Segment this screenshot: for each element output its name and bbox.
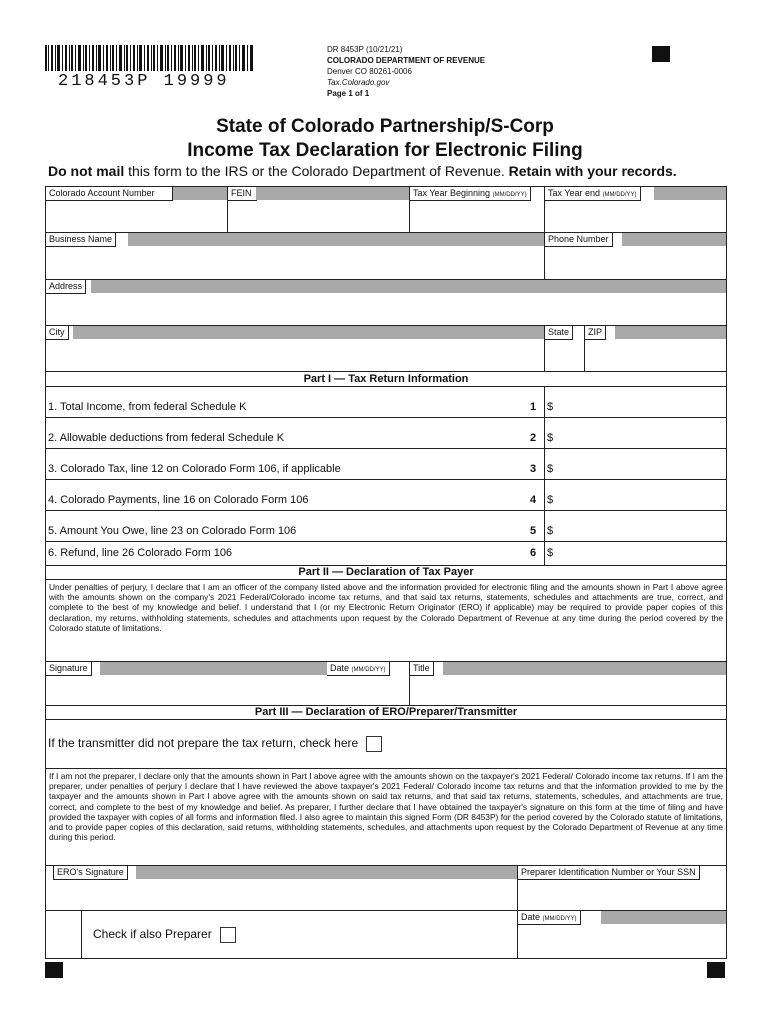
account-number-input[interactable]	[46, 201, 227, 232]
part1-line-4	[46, 480, 726, 511]
line-number: 3	[530, 463, 537, 475]
signature-row	[46, 662, 726, 706]
form-header	[327, 44, 485, 99]
line-label: 4. Colorado Payments, line 16 on Colorado Form 106	[48, 494, 309, 506]
signature-input[interactable]	[46, 676, 326, 705]
preparer-id-input[interactable]	[518, 880, 726, 910]
fein-label: FEIN	[228, 187, 257, 201]
line-amount-input[interactable]	[558, 451, 724, 477]
registration-mark-top-right	[652, 46, 670, 62]
line-label: 2. Allowable deductions from federal Schedule K	[48, 432, 285, 444]
also-preparer-text: Check if also Preparer	[93, 927, 236, 943]
dollar-sign: $	[547, 525, 554, 537]
part2-heading-row	[46, 566, 726, 580]
preparer-date-input[interactable]	[518, 925, 726, 957]
address-row	[46, 280, 726, 326]
ero-signature-row	[46, 866, 726, 911]
transmitter-row	[46, 720, 726, 769]
tax-year-begin-label: Tax Year Beginning (MM/DD/YY)	[410, 187, 531, 201]
part3-declaration-text: If I am not the preparer, I declare only that the amounts shown in Part I above agree with the amounts shown on the taxpayer's 2021 Federal/ Colorado income tax returns. If I am the preparer, under penalties of perjury I declare that I have reviewed the above taxpayer's 2021 Federal/ Colorado income tax returns and that the information provided to me by the taxpayer and the amounts shown in Part I above agree with the amounts shown on said tax returns, and that said tax returns, statements, schedules, and attachments are true, correct, and complete to the best of my knowledge and belief. As preparer, I further declare that I have obtained the taxpayer's signature on this form at the time of filing and have provided the taxpayer with copies of all forms and information filed. I also agree to maintain this signed Form (DR 8453P) for the period covered by the Colorado statute of limitations, and to provide paper copies of this declaration, said returns, withholding statements, schedules, and attachments upon request by the Colorado Department of Revenue at any time during this period.	[49, 771, 723, 843]
dollar-sign: $	[547, 463, 554, 475]
form-title-line1: State of Colorado Partnership/S-Corp	[216, 116, 554, 137]
part1-line-6	[46, 542, 726, 566]
part3-declaration-row	[46, 769, 726, 866]
part3-heading-row	[46, 706, 726, 720]
line-amount-input[interactable]	[558, 544, 724, 563]
barcode-image	[45, 45, 253, 71]
part2-heading: Part II — Declaration of Tax Payer	[298, 566, 474, 578]
preparer-date-label: Date (MM/DD/YY)	[518, 911, 581, 925]
page-number: Page 1 of 1	[327, 89, 370, 98]
title-label: Title	[410, 662, 434, 676]
business-name-label: Business Name	[46, 233, 116, 247]
tax-year-begin-input[interactable]	[410, 201, 544, 232]
part1-heading-row	[46, 372, 726, 387]
title-input[interactable]	[410, 676, 726, 705]
department-name: COLORADO DEPARTMENT OF REVENUE	[327, 56, 486, 65]
part2-declaration-text: Under penalties of perjury, I declare that I am an officer of the company listed above and the information provided for electronic filing and the amounts shown in Part I above agree with the amounts shown on the company's 2021 Federal/Colorado income tax returns, and that said tax returns, statements, schedules and attachments are true, correct, and complete to the best of my knowledge and belief. I understand that I (or my Electronic Return Originator (ERO) if applicable) may be required to provide paper copies of this declaration, my returns, withholding statements, schedules and attachments upon request by the Colorado Department of Revenue at any time during the period covered by the Colorado statute of limitations.	[49, 582, 723, 633]
phone-number-label: Phone Number	[545, 233, 613, 247]
barcode-number: 218453P 19999	[58, 72, 230, 91]
phone-number-input[interactable]	[545, 247, 726, 279]
registration-mark-bottom-left	[45, 962, 63, 978]
part1-line-5	[46, 511, 726, 542]
city-label: City	[46, 326, 69, 340]
part3-heading: Part III — Declaration of ERO/Preparer/Transmitter	[254, 706, 518, 718]
department-address: Denver CO 80261-0006	[327, 67, 412, 76]
account-number-label: Colorado Account Number	[46, 187, 173, 201]
dollar-sign: $	[547, 432, 554, 444]
ero-signature-label: ERO's Signature	[53, 866, 128, 880]
preparer-id-label: Preparer Identification Number or Your SSN	[518, 866, 700, 880]
department-website: Tax.Colorado.gov	[327, 78, 390, 87]
signature-label: Signature	[46, 662, 92, 676]
line-number: 5	[530, 525, 537, 537]
address-input[interactable]	[46, 294, 726, 325]
dollar-sign: $	[547, 547, 554, 559]
city-input[interactable]	[46, 340, 543, 371]
dollar-sign: $	[547, 494, 554, 506]
dollar-sign: $	[547, 401, 554, 413]
line-number: 4	[530, 494, 537, 506]
business-name-input[interactable]	[46, 247, 543, 279]
part1-line-2	[46, 418, 726, 449]
line-number: 2	[530, 432, 537, 444]
also-preparer-checkbox[interactable]	[220, 927, 236, 943]
line-label: 5. Amount You Owe, line 23 on Colorado Form 106	[48, 525, 297, 537]
part1-lines	[46, 387, 726, 566]
zip-input[interactable]	[585, 340, 726, 371]
address-label: Address	[46, 280, 86, 294]
business-row	[46, 233, 726, 280]
line-amount-input[interactable]	[558, 513, 724, 539]
fein-input[interactable]	[228, 201, 409, 232]
state-input[interactable]	[545, 340, 583, 371]
state-label: State	[545, 326, 573, 340]
notice-middle-text: this form to the IRS or the Colorado Department of Revenue.	[124, 163, 509, 179]
tax-year-end-input[interactable]	[545, 201, 726, 232]
line-label: 6. Refund, line 26 Colorado Form 106	[48, 547, 233, 559]
mailing-notice	[48, 163, 677, 179]
declaration-form	[45, 186, 727, 959]
form-title-line2: Income Tax Declaration for Electronic Filing	[187, 140, 583, 161]
transmitter-check-text: If the transmitter did not prepare the tax return, check here	[48, 736, 382, 752]
line-label: 3. Colorado Tax, line 12 on Colorado Form 106, if applicable	[48, 463, 341, 475]
date-label: Date (MM/DD/YY)	[327, 662, 390, 676]
ero-signature-input[interactable]	[46, 880, 516, 910]
line-amount-input[interactable]	[558, 389, 724, 415]
part1-line-1	[46, 387, 726, 418]
account-row	[46, 187, 726, 233]
signature-date-input[interactable]	[328, 676, 408, 705]
form-id: DR 8453P (10/21/21)	[327, 45, 403, 54]
line-amount-input[interactable]	[558, 482, 724, 508]
part1-line-3	[46, 449, 726, 480]
part2-declaration-row	[46, 580, 726, 662]
transmitter-checkbox[interactable]	[366, 736, 382, 752]
line-number: 6	[530, 547, 537, 559]
part1-heading: Part I — Tax Return Information	[303, 373, 469, 385]
preparer-date-row	[46, 911, 726, 958]
retain-text: Retain with your records.	[508, 163, 677, 179]
registration-mark-bottom-right	[707, 962, 725, 978]
city-row	[46, 326, 726, 372]
zip-label: ZIP	[585, 326, 606, 340]
do-not-mail-text: Do not mail	[48, 163, 125, 179]
tax-year-end-label: Tax Year end (MM/DD/YY)	[545, 187, 641, 201]
line-number: 1	[530, 401, 537, 413]
line-amount-input[interactable]	[558, 420, 724, 446]
line-label: 1. Total Income, from federal Schedule K	[48, 401, 247, 413]
